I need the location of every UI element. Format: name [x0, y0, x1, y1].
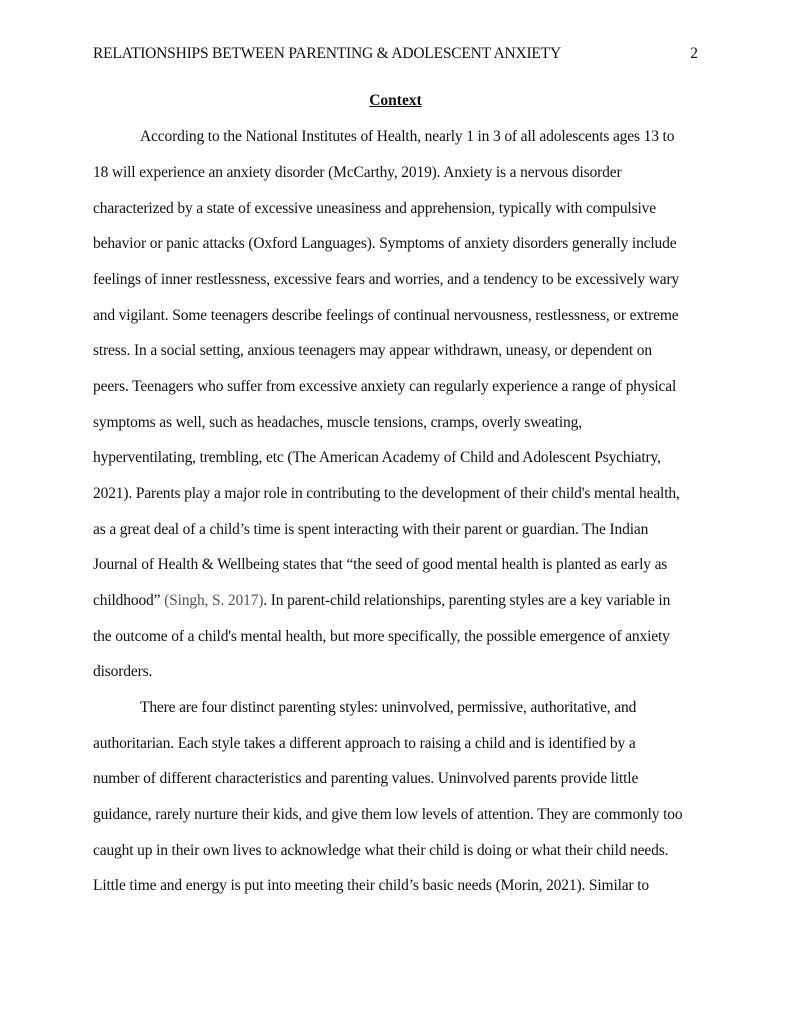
paragraph-line: Journal of Health & Wellbeing states that “the seed of good mental health is planted as early as [93, 556, 668, 573]
paragraph-line: stress. In a social setting, anxious teenagers may appear withdrawn, uneasy, or dependent on [93, 342, 652, 359]
text-span: . In parent-child relationships, parenting styles are a key variable in [263, 592, 671, 609]
section-heading: Context [369, 92, 422, 109]
paragraph-line: the outcome of a child's mental health, but more specifically, the possible emergence of anxiety [93, 628, 670, 645]
paragraph-line: peers. Teenagers who suffer from excessive anxiety can regularly experience a range of physical [93, 378, 677, 395]
page-number: 2 [690, 45, 698, 62]
paragraph-line: and vigilant. Some teenagers describe feelings of continual nervousness, restlessness, or extreme [93, 307, 679, 324]
paragraph-line: behavior or panic attacks (Oxford Languages). Symptoms of anxiety disorders generally include [93, 235, 677, 252]
paragraph-line: 2021). Parents play a major role in contributing to the development of their child's mental health, [93, 485, 680, 502]
paragraph-line: disorders. [93, 663, 153, 680]
paragraph-line: authoritarian. Each style takes a different approach to raising a child and is identified by a [93, 735, 636, 752]
paragraph-line: number of different characteristics and parenting values. Uninvolved parents provide little [93, 770, 639, 787]
paragraph-line: characterized by a state of excessive uneasiness and apprehension, typically with compulsive [93, 200, 656, 217]
paragraph-line: 18 will experience an anxiety disorder (McCarthy, 2019). Anxiety is a nervous disorder [93, 164, 622, 181]
text-span: childhood” [93, 592, 165, 609]
paragraph-line: symptoms as well, such as headaches, muscle tensions, cramps, overly sweating, [93, 414, 582, 431]
paragraph-line [93, 592, 670, 610]
citation-singh: (Singh, S. 2017) [164, 592, 264, 609]
page-header [93, 45, 698, 67]
paragraph-line: Little time and energy is put into meeting their child’s basic needs (Morin, 2021). Similar to [93, 877, 649, 894]
paragraph-line: as a great deal of a child’s time is spent interacting with their parent or guardian. The Indian [93, 521, 649, 538]
paragraph-line: hyperventilating, trembling, etc (The American Academy of Child and Adolescent Psychiatry, [93, 449, 661, 466]
paragraph-line: caught up in their own lives to acknowledge what their child is doing or what their child needs. [93, 842, 669, 859]
paragraph-line: There are four distinct parenting styles: uninvolved, permissive, authoritative, and [140, 699, 637, 716]
paragraph-line: According to the National Institutes of Health, nearly 1 in 3 of all adolescents ages 13 to [140, 128, 675, 145]
paragraph-line: feelings of inner restlessness, excessive fears and worries, and a tendency to be excessively wary [93, 271, 680, 288]
paragraph-line: guidance, rarely nurture their kids, and give them low levels of attention. They are commonly too [93, 806, 683, 823]
running-head: RELATIONSHIPS BETWEEN PARENTING & ADOLESCENT ANXIETY [93, 45, 561, 62]
